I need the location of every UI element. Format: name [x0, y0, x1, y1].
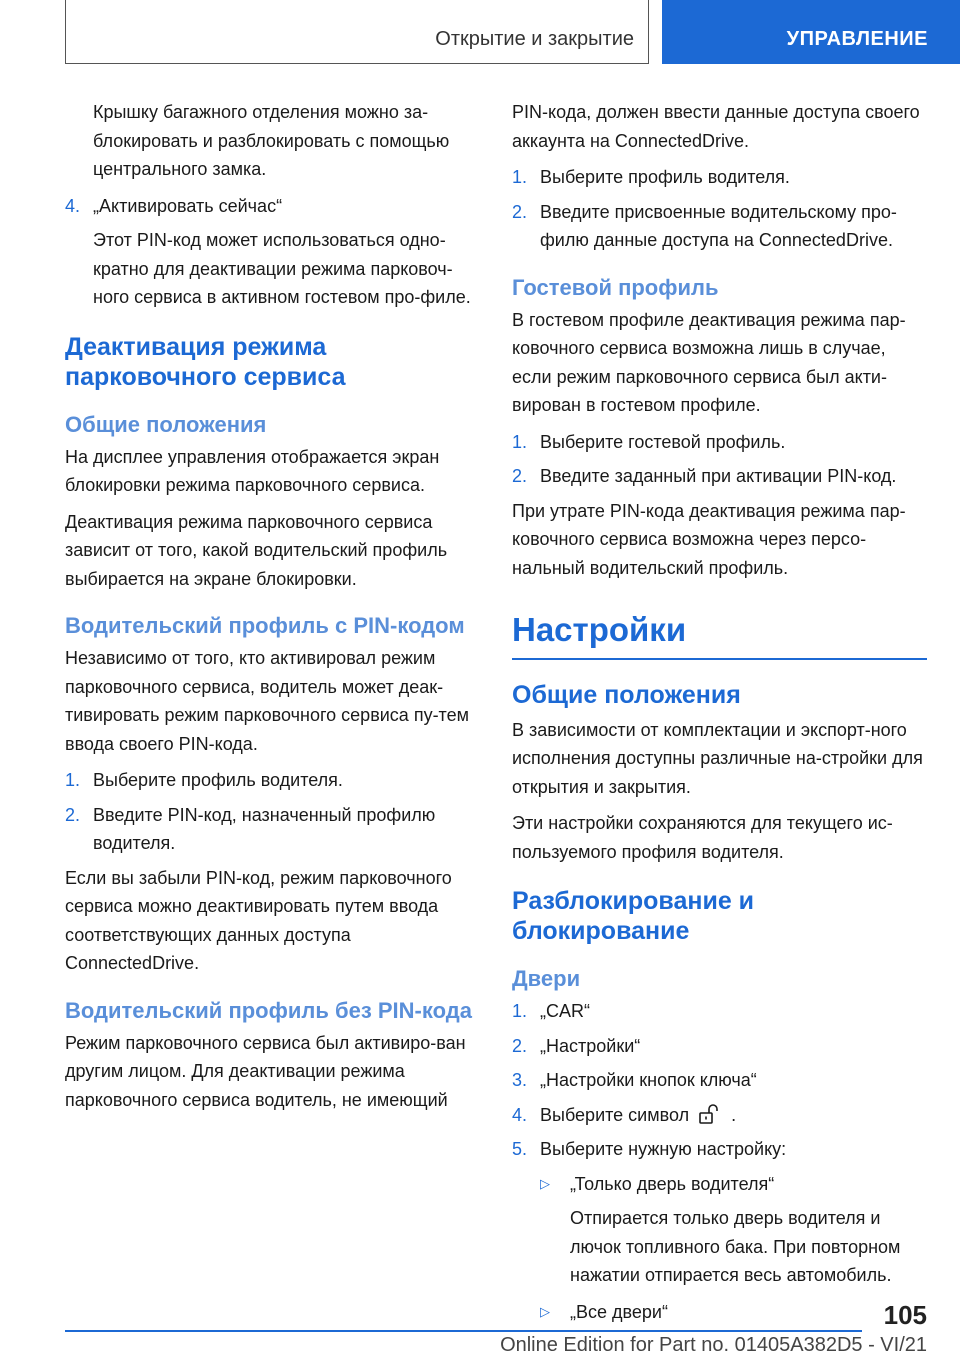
step-end: .	[731, 1104, 737, 1125]
list-number: 5.	[512, 1139, 528, 1159]
list-number: 2.	[512, 201, 528, 222]
paragraph: В гостевом профиле деактивация режима пар-ковочного сервиса возможна лишь в случае, если режим парковочного сервиса был акти-вирован в гостевом профиле.	[512, 309, 906, 415]
left-column	[65, 98, 477, 1122]
list-text: Выберите нужную настройку:	[540, 1139, 787, 1159]
list-item	[512, 198, 927, 255]
edition-note: Online Edition for Part no. 01405A382D5 - VI/21	[500, 1334, 927, 1356]
list-item	[512, 428, 927, 457]
list-text: „Активировать сейчас“	[93, 195, 283, 216]
heading-settings: Настройки	[512, 611, 687, 648]
list-text: „Настройки“	[540, 1035, 641, 1056]
list-text: Введите PIN-код, назначенный профилю водителя.	[93, 804, 436, 853]
paragraph: Деактивация режима парковочного сервиса зависит от того, какой водительский профиль выбирается на экране блокировки.	[65, 511, 448, 589]
chapter-tab	[662, 0, 960, 64]
page-number: 105	[883, 1300, 927, 1330]
paragraph: Режим парковочного сервиса был активиро-ван другим лицом. Для деактивации режима парковочного сервиса водитель, не имеющий	[65, 1032, 466, 1110]
step-text: Выберите символ	[540, 1104, 690, 1125]
paragraph: На дисплее управления отображается экран блокировки режима парковочного сервиса.	[65, 446, 440, 495]
paragraph: PIN-кода, должен ввести данные доступа своего аккаунта на ConnectedDrive.	[512, 102, 920, 151]
paragraph: При утрате PIN-кода деактивация режима пар-ковочного сервиса возможна через персо-нальный водительский профиль.	[512, 500, 906, 578]
option-label: „Только дверь водителя“	[570, 1173, 775, 1194]
heading-profile-with-pin: Водительский профиль с PIN-кодом	[65, 613, 465, 638]
list-number: 1.	[512, 431, 528, 452]
list-item	[512, 163, 927, 192]
heading-guest-profile: Гостевой профиль	[512, 274, 719, 300]
open-padlock-icon	[697, 1104, 723, 1124]
list-number: 1.	[512, 1001, 528, 1021]
list-item	[512, 1135, 927, 1164]
heading-profile-without-pin: Водительский профиль без PIN-кода	[65, 997, 472, 1023]
list-text: „Настройки кнопок ключа“	[540, 1070, 757, 1090]
list-item	[512, 1066, 927, 1095]
list-number: 4.	[65, 195, 81, 216]
option-description: Отпирается только дверь водителя и лючок топливного бака. При повторном нажатии отпирается весь автомобиль.	[570, 1208, 901, 1285]
paragraph: Независимо от того, кто активировал режим парковочного сервиса, водитель может деак-тивировать режим парковочного сервиса пу-тем ввода своего PIN-кода.	[65, 648, 469, 754]
list-text: Выберите профиль водителя.	[93, 770, 343, 790]
list-number: 2.	[65, 804, 81, 825]
list-number: 3.	[512, 1070, 528, 1090]
list-item	[512, 462, 927, 491]
right-column	[512, 98, 927, 1332]
list-item	[65, 801, 477, 858]
heading-general: Общие положения	[65, 411, 267, 437]
list-text: Выберите гостевой профиль.	[540, 431, 786, 452]
section-tab	[65, 0, 649, 64]
heading-unlock-lock: Разблокирование и блокирование	[512, 887, 755, 945]
section-title: Открытие и закрытие	[435, 28, 634, 50]
chapter-title: УПРАВЛЕНИЕ	[786, 28, 928, 50]
paragraph: Если вы забыли PIN-код, режим парковочного сервиса можно деактивировать путем ввода соответствующих данных доступа ConnectedDrive.	[65, 867, 452, 973]
list-item	[512, 1101, 927, 1130]
heading-rule	[512, 658, 927, 660]
sub-option	[540, 1298, 927, 1327]
intro-paragraph: Крышку багажного отделения можно за-блокировать и разблокировать с помощью центрального замка.	[93, 102, 450, 179]
sub-option	[540, 1170, 927, 1199]
list-item	[512, 1032, 927, 1061]
triangle-bullet-icon: ▷	[540, 1175, 550, 1191]
list-item	[65, 766, 477, 795]
list-number: 4.	[512, 1104, 528, 1125]
item-description: Этот PIN-код может использоваться одно-кратно для деактивации режима парковоч-ного сервиса в активном гостевом про-филе.	[93, 230, 471, 307]
list-text: Введите заданный при активации PIN-код.	[540, 466, 897, 486]
list-text: Введите присвоенные водительскому про-филю данные доступа на ConnectedDrive.	[540, 201, 897, 250]
heading-general-settings: Общие положения	[512, 680, 741, 709]
triangle-bullet-icon: ▷	[540, 1303, 550, 1319]
footer-rule	[65, 1330, 862, 1332]
list-number: 1.	[65, 770, 81, 790]
list-item	[65, 192, 477, 221]
list-text: Выберите профиль водителя.	[540, 167, 790, 187]
list-text	[540, 1101, 927, 1130]
paragraph: Эти настройки сохраняются для текущего ис-пользуемого профиля водителя.	[512, 813, 893, 862]
list-number: 1.	[512, 167, 528, 187]
heading-deactivation: Деактивация режима парковочного сервиса	[65, 332, 346, 391]
paragraph: В зависимости от комплектации и экспорт-ного исполнения доступны различные на-стройки для открытия и закрытия.	[512, 719, 923, 797]
list-item	[512, 997, 927, 1026]
list-text: „CAR“	[540, 1001, 590, 1021]
heading-doors: Двери	[512, 966, 581, 991]
list-number: 2.	[512, 466, 528, 486]
list-number: 2.	[512, 1035, 528, 1056]
option-label: „Все двери“	[570, 1301, 668, 1322]
